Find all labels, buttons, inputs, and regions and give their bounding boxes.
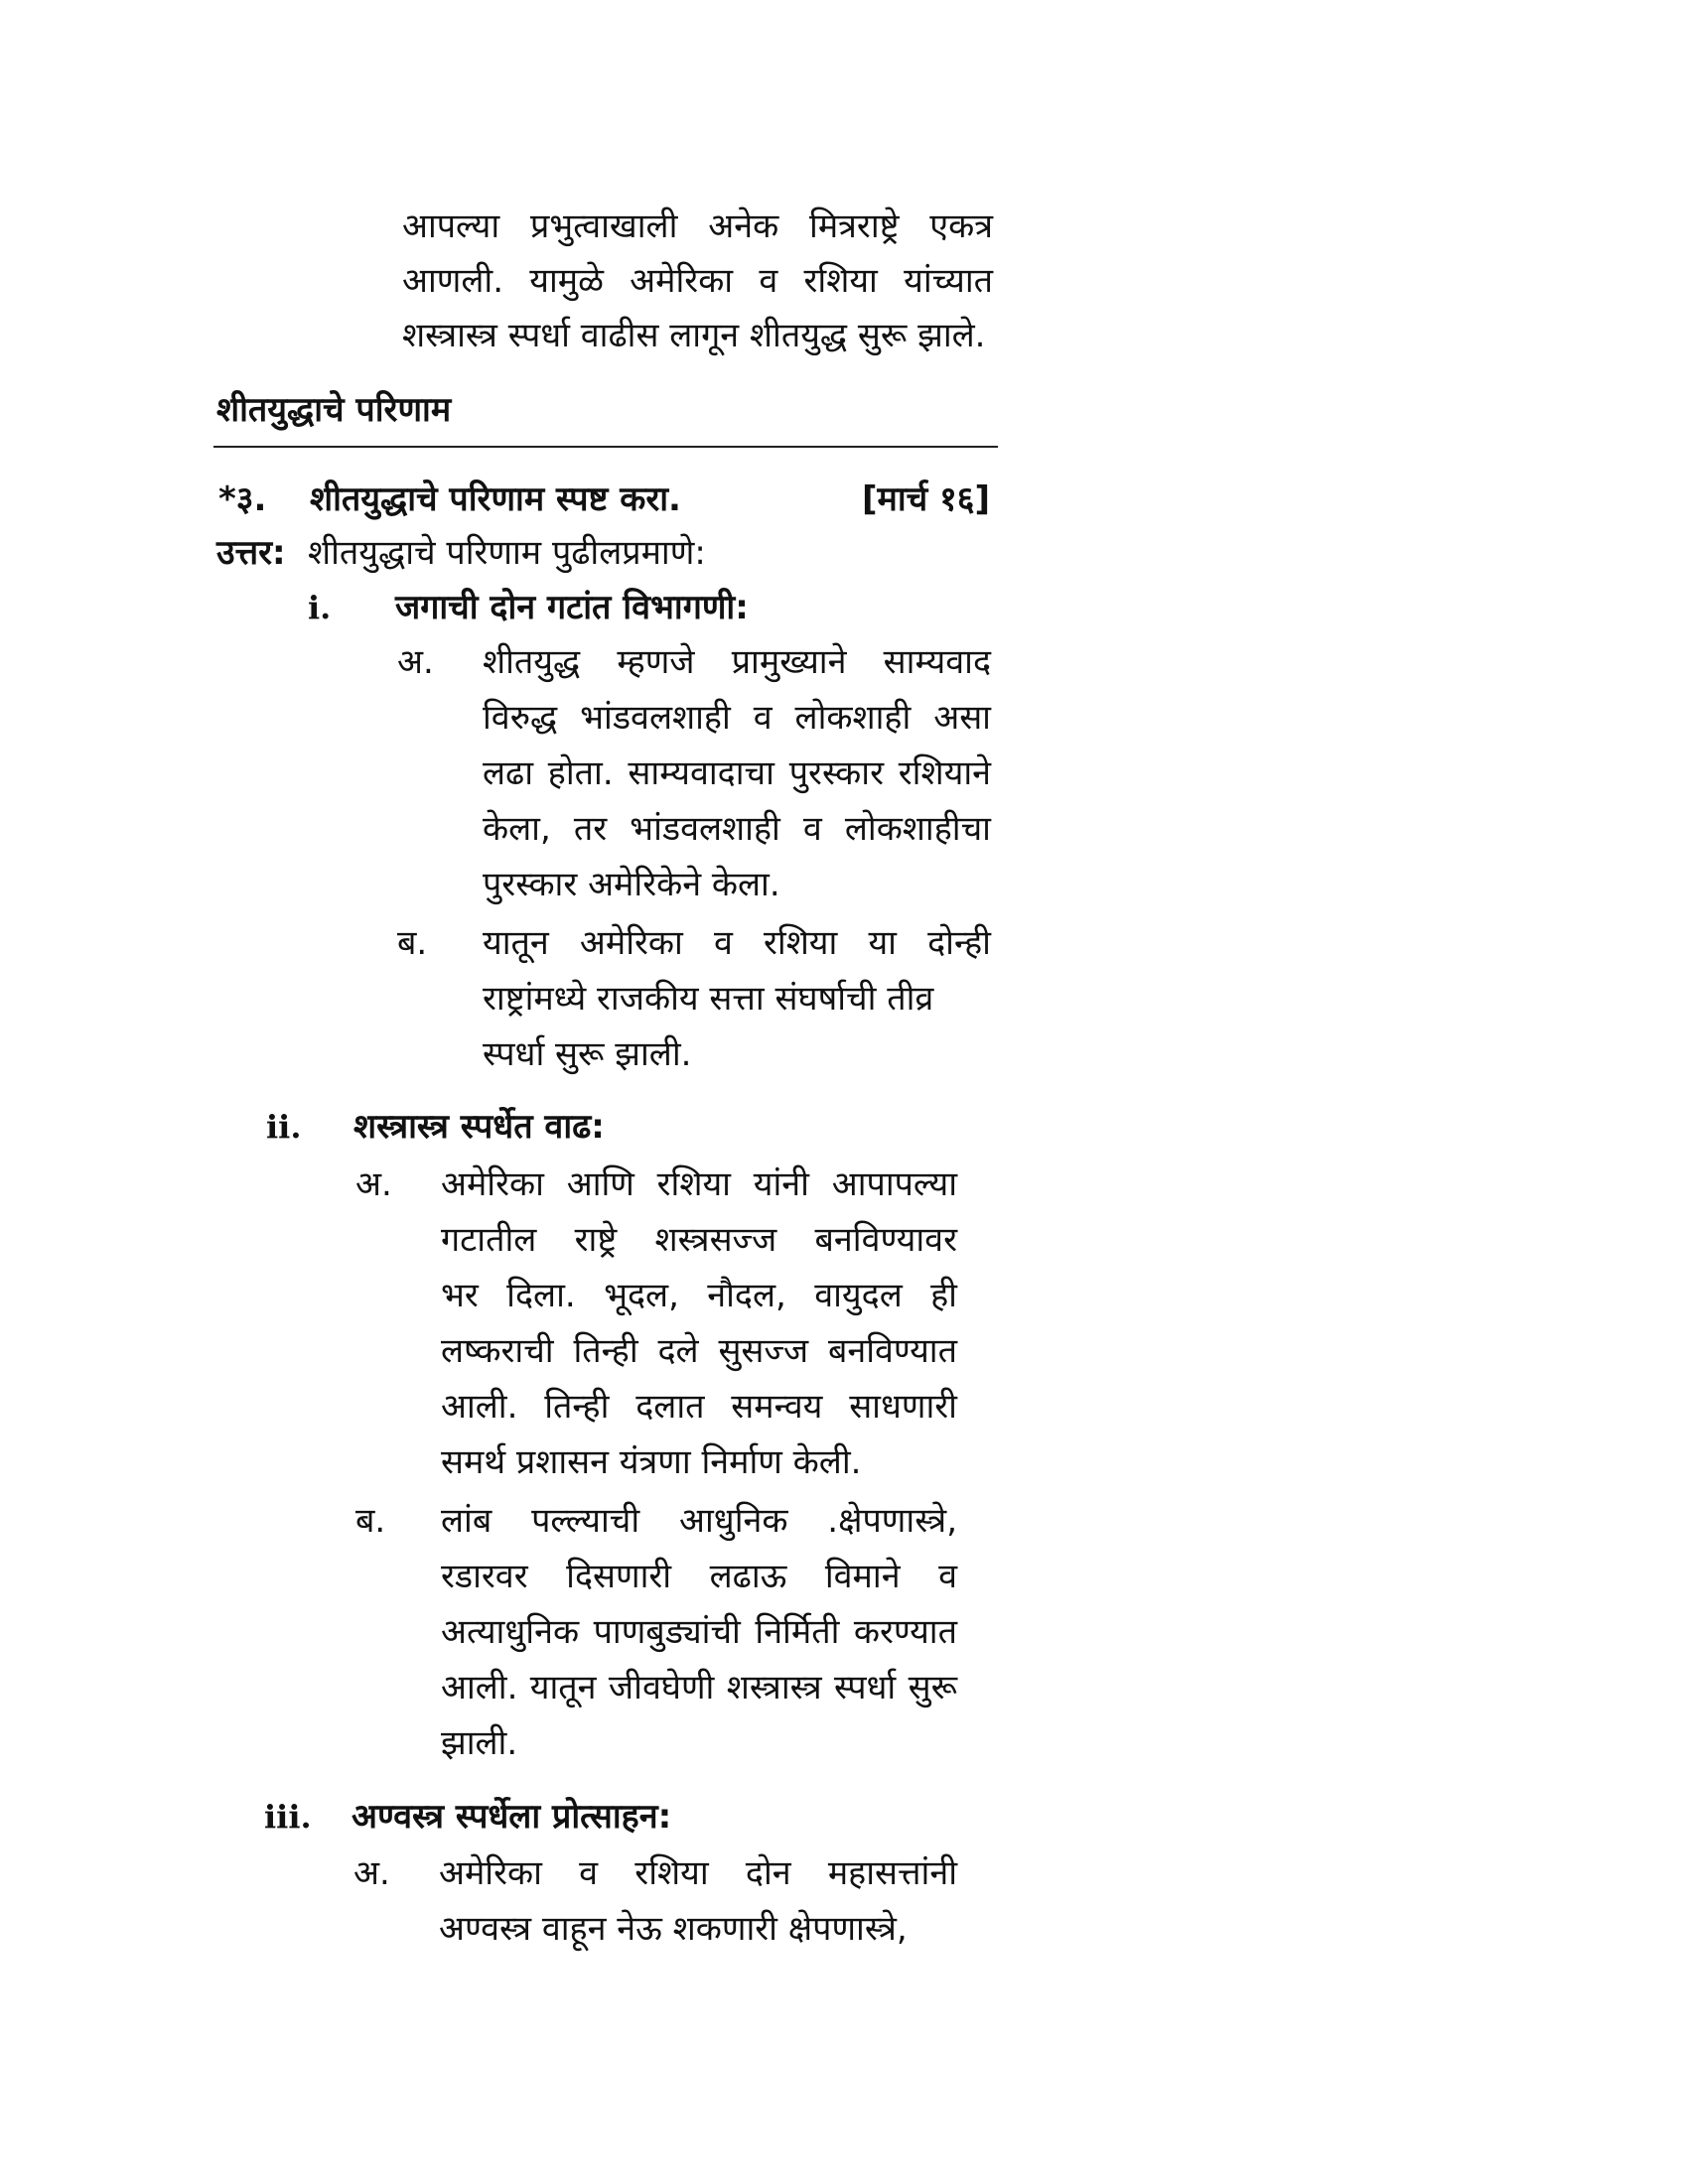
question-text: शीतयुद्धाचे परिणाम स्पष्ट करा. (310, 479, 681, 519)
point-heading: जगाची दोन गटांत विभागणी: (395, 588, 749, 627)
section-divider (213, 446, 998, 448)
sub-line: आली. तिन्ही दलात समन्वय साधणारी (441, 1387, 957, 1427)
sub-line: अमेरिका व रशिया दोन महासत्तांनी (439, 1853, 957, 1893)
sub-line: झाली. (441, 1723, 518, 1763)
sub-line: विरुद्ध भांडवलशाही व लोकशाही असा (483, 698, 991, 738)
sub-line: केला, तर भांडवलशाही व लोकशाहीचा (483, 809, 991, 849)
sub-line: पुरस्कार अमेरिकेने केला. (483, 865, 780, 904)
point-heading: शस्त्रास्त्र स्पर्धेत वाढ: (353, 1107, 605, 1147)
sub-line: यातून अमेरिका व रशिया या दोन्ही (483, 923, 991, 963)
answer-label: उत्तर: (216, 533, 286, 573)
sub-line: गटातील राष्ट्रे शस्त्रसज्ज बनविण्यावर (441, 1220, 957, 1260)
sub-line: लांब पल्ल्याची आधुनिक .क्षेपणास्त्रे, (441, 1501, 957, 1541)
sub-marker: अ. (353, 1853, 390, 1893)
sub-marker: अ. (355, 1164, 392, 1204)
answer-intro: शीतयुद्धाचे परिणाम पुढीलप्रमाणे: (308, 533, 706, 573)
point-numeral: ii. (266, 1108, 302, 1146)
sub-line: समर्थ प्रशासन यंत्रणा निर्माण केली. (441, 1442, 862, 1482)
intro-line: आपल्या प्रभुत्वाखाली अनेक मित्रराष्ट्रे एकत्र (402, 206, 993, 246)
intro-line: शस्त्रास्त्र स्पर्धा वाढीस लागून शीतयुद्ध सुरू झाले. (402, 316, 986, 355)
sub-line: रडारवर दिसणारी लढाऊ विमाने व (441, 1557, 957, 1596)
sub-line: भर दिला. भूदल, नौदल, वायुदल ही (441, 1276, 957, 1315)
sub-line: अत्याधुनिक पाणबुड्यांची निर्मिती करण्यात (441, 1612, 957, 1652)
sub-line: राष्ट्रांमध्ये राजकीय सत्ता संघर्षाची तीव्र (483, 979, 934, 1019)
sub-line: अण्वस्त्र वाहून नेऊ शकणारी क्षेपणास्त्रे, (439, 1909, 908, 1949)
sub-marker: ब. (355, 1501, 386, 1541)
point-heading: अण्वस्त्र स्पर्धेला प्रोत्साहन: (352, 1797, 672, 1837)
question-reference: [मार्च १६] (862, 479, 991, 519)
sub-line: लष्कराची तिन्ही दले सुसज्ज बनविण्यात (441, 1331, 957, 1371)
sub-line: स्पर्धा सुरू झाली. (483, 1034, 692, 1074)
sub-line: लढा होता. साम्यवादाचा पुरस्कार रशियाने (483, 753, 991, 793)
question-number: *३. (218, 479, 267, 519)
point-numeral: iii. (264, 1798, 312, 1836)
sub-line: अमेरिका आणि रशिया यांनी आपापल्या (441, 1164, 957, 1204)
section-heading: शीतयुद्धाचे परिणाम (216, 390, 452, 430)
point-numeral: i. (308, 589, 332, 626)
intro-line: आणली. यामुळे अमेरिका व रशिया यांच्यात (402, 261, 993, 301)
sub-line: शीतयुद्ध म्हणजे प्रामुख्याने साम्यवाद (483, 642, 991, 682)
sub-marker: ब. (397, 923, 428, 963)
sub-marker: अ. (397, 642, 434, 682)
sub-line: आली. यातून जीवघेणी शस्त्रास्त्र स्पर्धा सुरू (441, 1668, 957, 1707)
